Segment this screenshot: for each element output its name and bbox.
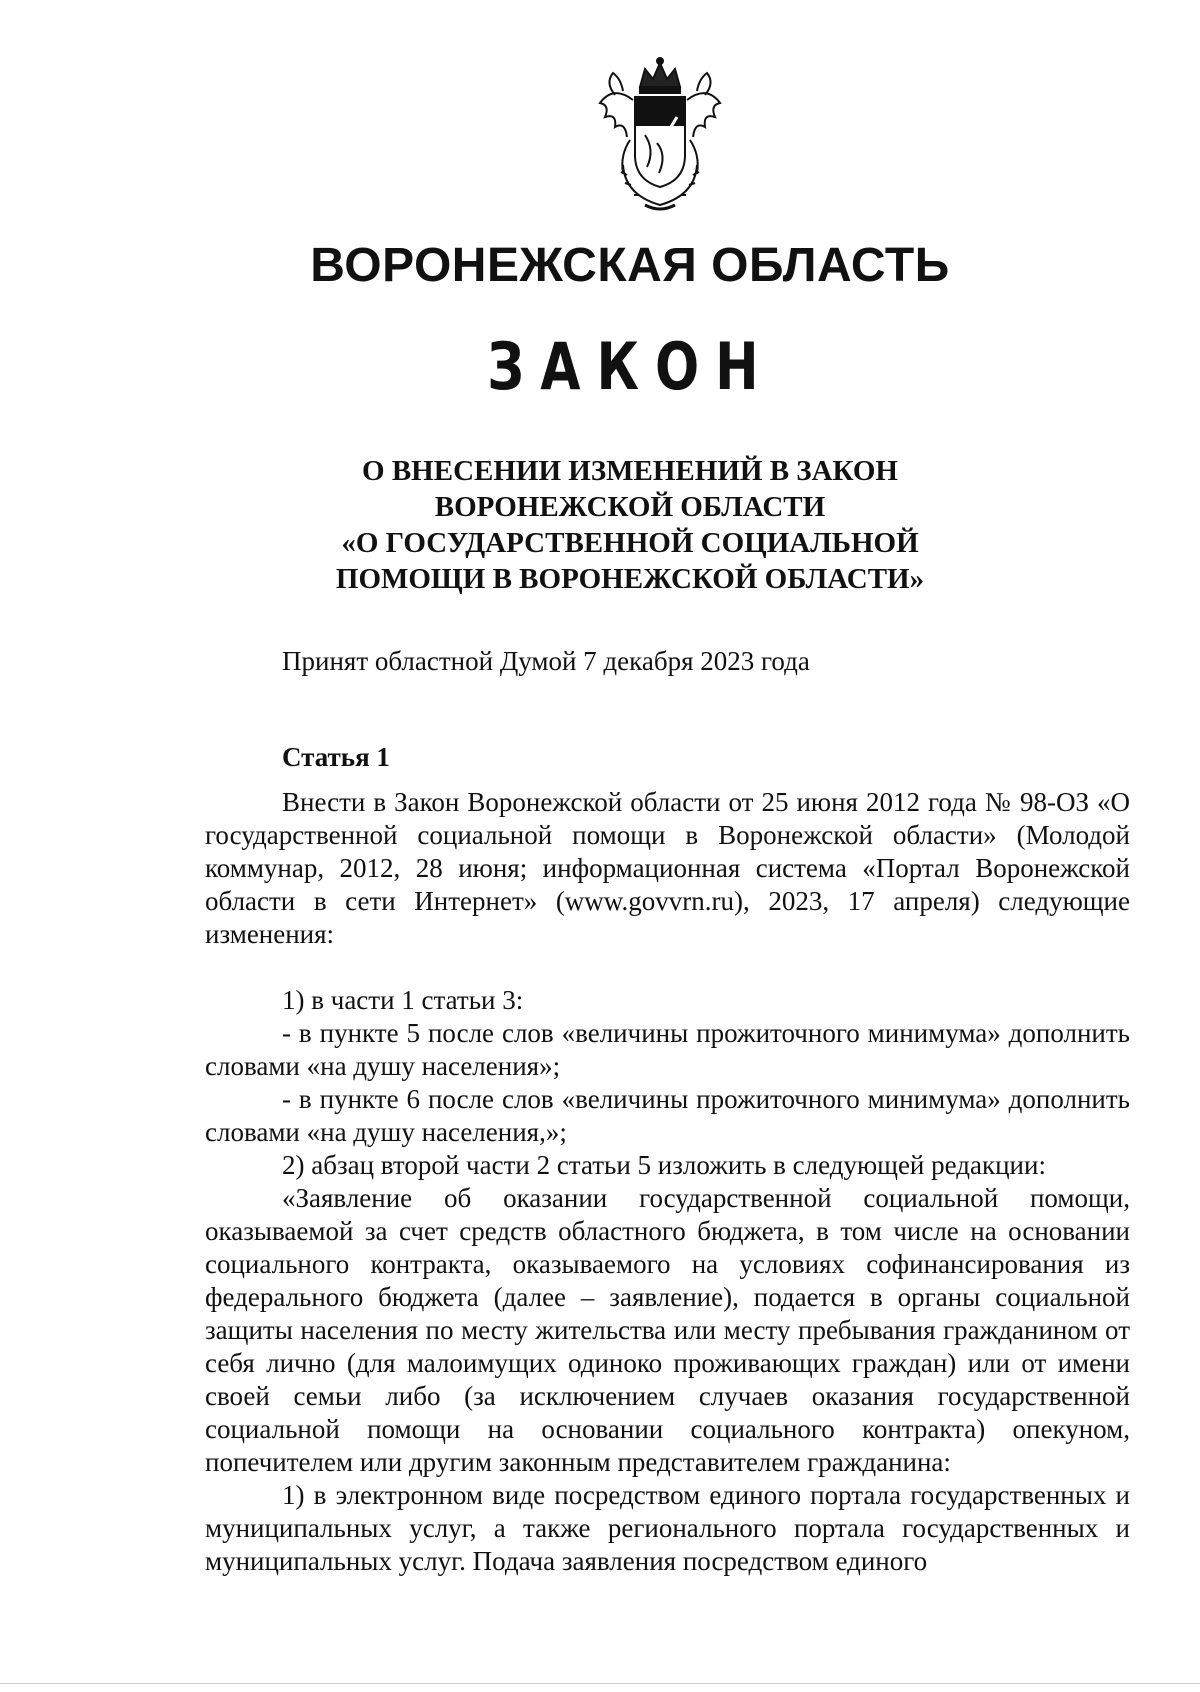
article-paragraph: «Заявление об оказании государственной социальной помощи, оказываемой за счет средств областного бюджета, в том числе на основании социального контракта, оказываемого на условиях софинансирования из федерального бюджета (далее – заявление), подается в органы социальной защиты населения по месту жительства или месту пребывания гражданином от себя лично (для малоимущих одиноко проживающих граждан) или от имени своей семьи либо (за исключением случаев оказания государственной социальной помощи на основании социального контракта) опекуном, попечителем или другим законным представителем гражданина:: [205, 1183, 1130, 1477]
law-title-line: ПОМОЩИ В ВОРОНЕЖСКОЙ ОБЛАСТИ»: [335, 563, 925, 595]
article-paragraph: - в пункте 6 после слов «величины прожиточного минимума» дополнить словами «на душу населения,»;: [205, 1084, 1130, 1147]
region-title: ВОРОНЕЖСКАЯ ОБЛАСТЬ: [310, 239, 950, 292]
article-paragraph: - в пункте 5 после слов «величины прожиточного минимума» дополнить словами «на душу населения»;: [205, 1018, 1130, 1081]
law-title-line: «О ГОСУДАРСТВЕННОЙ СОЦИАЛЬНОЙ: [341, 527, 919, 559]
article-paragraph: 2) абзац второй части 2 статьи 5 изложить в следующей редакции:: [282, 1150, 1046, 1180]
law-title-line: ВОРОНЕЖСКОЙ ОБЛАСТИ: [434, 491, 826, 523]
law-title: [0, 453, 1200, 597]
adoption-note: Принят областной Думой 7 декабря 2023 года: [282, 646, 810, 676]
article-paragraph: Внести в Закон Воронежской области от 25 июня 2012 года № 98-ОЗ «О государственной социальной помощи в Воронежской области» (Молодой коммунар, 2012, 28 июня; информационная система «Портал Воронежской области в сети Интернет» (www.govvrn.ru), 2023, 17 апреля) следующие изменения:: [205, 787, 1130, 949]
coat-of-arms-icon: [585, 55, 735, 215]
article-body: [205, 786, 1130, 1578]
page-edge-divider: [0, 1683, 1200, 1684]
article-paragraph: 1) в электронном виде посредством единого портала государственных и муниципальных услуг, а также регионального портала государственных и муниципальных услуг. Подача заявления посредством единого: [205, 1480, 1130, 1576]
document-type-title: ЗАКОН: [487, 330, 775, 405]
law-title-line: О ВНЕСЕНИИ ИЗМЕНЕНИЙ В ЗАКОН: [362, 455, 898, 487]
article-paragraph: 1) в части 1 статьи 3:: [282, 985, 524, 1015]
article-heading: Статья 1: [282, 742, 390, 772]
